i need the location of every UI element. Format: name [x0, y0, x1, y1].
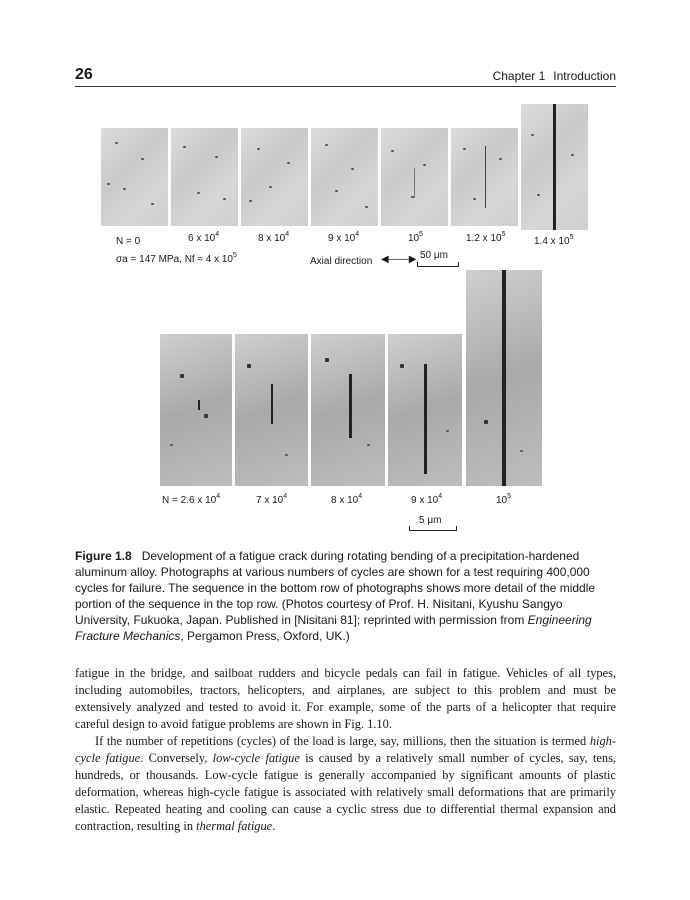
cycle-label: $10^5$	[496, 493, 512, 506]
micrograph-photo	[235, 334, 308, 486]
axial-direction-label: Axial direction	[310, 256, 373, 267]
micrograph-photo	[311, 128, 378, 226]
figure-caption: Figure 1.8 Development of a fatigue crack during rotating bending of a precipitation-hardened aluminum alloy. Photographs at various numbers of cycles are shown for a test requiring 400,000 cycles for failure. The sequence in the bottom row of photographs shows more detail of the middle portion of the sequence in the top row. (Photos courtesy of Prof. H. Nisitani, Kyushu Sangyo University, Fukuoka, Japan. Published in [Nisitani 81]; reprinted with permission from Engineering Fracture Mechanics, Pergamon Press, Oxford, UK.)	[75, 549, 596, 643]
cycle-label: 8 x $10^4$	[331, 493, 363, 506]
cycle-label: 9 x $10^4$	[328, 231, 360, 244]
scale-bar-bottom	[409, 526, 457, 531]
body-text	[75, 665, 616, 835]
micrograph-photo	[171, 128, 238, 226]
micrograph-photo	[521, 104, 588, 230]
micrograph-photo	[451, 128, 518, 226]
cycle-label: 7 x $10^4$	[256, 493, 288, 506]
cycle-label: 1.2 x $10^5$	[466, 231, 506, 244]
cycle-label: 8 x $10^4$	[258, 231, 290, 244]
double-arrow-icon: ◀——▶	[381, 254, 417, 265]
scale-label-top: 50 μm	[420, 250, 448, 261]
micrograph-photo	[388, 334, 462, 486]
figure-label: Figure 1.8	[75, 549, 132, 563]
page-number: 26	[75, 66, 93, 83]
micrograph-photo	[311, 334, 385, 486]
micrograph-photo	[241, 128, 308, 226]
cycle-label: N = 0	[116, 236, 141, 247]
cycle-label: 1.4 x $10^5$	[534, 234, 574, 247]
journal-title: Engineering Fracture Mechanics	[75, 613, 592, 643]
micrograph-photo	[466, 270, 542, 486]
scale-label-bottom: 5 μm	[419, 515, 442, 526]
running-header	[75, 66, 616, 87]
scale-bar-top	[417, 262, 459, 267]
paragraph: If the number of repetitions (cycles) of the load is large, say, millions, then the situation is termed high-cycle fatigue. Conversely, low-cycle fatigue is caused by a relatively small number of cycles, say, tens, hundreds, or thousands. Low-cycle fatigue is generally accompanied by significant amounts of plastic deformation, whereas high-cycle fatigue is associated with relatively small deformations that are primarily elastic. Repeated heating and cooling can cause a cyclic stress due to differential thermal expansion and contraction, resulting in thermal fatigue.	[75, 734, 617, 833]
cycle-label: 9 x $10^4$	[411, 493, 443, 506]
paragraph: fatigue in the bridge, and sailboat rudders and bicycle pedals can fail in fatigue. Vehicles of all types, including automobiles, tractors, helicopters, and airplanes, are subject to this problem and must be extensively analyzed and tested to avoid it. For example, some of the parts of a helicopter that require careful design to avoid fatigue problems are shown in Fig. 1.10.	[75, 666, 616, 731]
cycle-label: N = 2.6 x $10^4$	[162, 493, 221, 506]
stress-label: σa = 147 MPa, Nf ≈ 4 x $10^5$	[116, 252, 237, 265]
micrograph-photo	[381, 128, 448, 226]
micrograph-photo	[160, 334, 232, 486]
cycle-label: 6 x $10^4$	[188, 231, 220, 244]
micrograph-photo	[101, 128, 168, 226]
cycle-label: $10^5$	[408, 231, 424, 244]
chapter-title: Chapter 1 Introduction	[492, 69, 616, 83]
